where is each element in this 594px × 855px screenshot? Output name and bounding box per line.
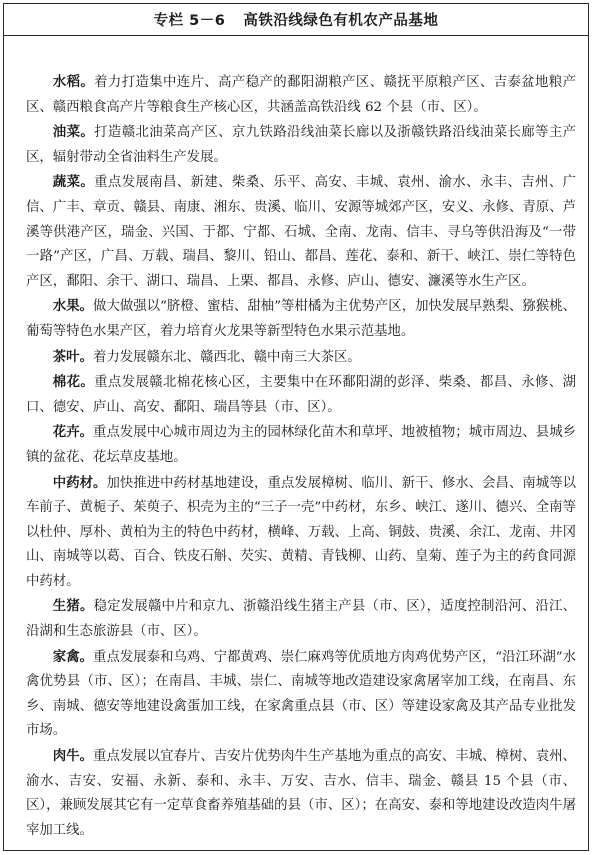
- column-label: 专栏 5－6: [153, 13, 226, 29]
- section-head: 水稻。: [52, 74, 95, 90]
- section-cotton: [26, 370, 576, 420]
- section-poultry: [26, 645, 576, 744]
- section-body: 着力发展赣东北、赣西北、赣中南三大茶区。: [92, 349, 361, 365]
- section-tea: [26, 345, 576, 371]
- section-head: 中药材。: [52, 474, 107, 491]
- section-body: 重点发展泰和乌鸡、宁都黄鸡、崇仁麻鸡等优质地方肉鸡优势产区，“沿江环湖”水禽优势县（市、区）；在南昌、丰城、崇仁、南城等地改造建设家禽屠宰加工线，在南昌、东乡、南城、德安等地建设禽蛋加工线，在家禽重点县（市、区）等建设家禽及其产品专业批发市场。: [26, 649, 576, 739]
- column-header: [4, 4, 588, 36]
- section-beef: [26, 744, 576, 843]
- section-herbs: [26, 471, 576, 595]
- section-body: 重点发展赣北棉花核心区，主要集中在环鄱阳湖的彭泽、柴桑、都昌、永修、湖口、德安、庐山、高安、鄱阳、瑞昌等县（市、区）。: [26, 375, 577, 415]
- section-head: 家禽。: [52, 648, 94, 665]
- section-rice: [26, 70, 576, 120]
- column-box: [3, 3, 589, 851]
- section-flowers: [26, 420, 576, 470]
- section-pigs: [26, 594, 576, 644]
- section-body: 做大做强以“脐橙、蜜桔、甜柚”等柑橘为主优势产区，加快发展早熟梨、猕猴桃、葡萄等特色水果产区，着力培育火龙果等新型特色水果示范基地。: [26, 299, 576, 339]
- section-body: 稳定发展赣中片和京九、浙赣沿线生猪主产县（市、区），适度控制沿河、沿江、沿湖和生态旅游县（市、区）。: [26, 599, 576, 640]
- section-body: 打造赣北油菜高产区、京九铁路沿线油菜长廊以及浙赣铁路沿线油菜长廊等主产区，辐射带动全省油料生产发展。: [26, 125, 577, 165]
- section-fruit: [26, 294, 576, 344]
- section-rapeseed: [26, 120, 576, 170]
- section-vegetables: [26, 170, 576, 294]
- section-head: 花卉。: [52, 424, 94, 441]
- section-head: 水果。: [52, 298, 94, 315]
- section-body: 重点发展中心城市周边为主的园林绿化苗木和草坪、地被植物；城市周边、县城乡镇的盆花、花坛草皮基地。: [26, 425, 576, 465]
- column-content: [4, 36, 588, 843]
- section-body: 加快推进中药材基地建设，重点发展樟树、临川、新干、修水、会昌、南城等以车前子、黄栀子、茱萸子、枳壳为主的“三子一壳”中药材，东乡、峡江、遂川、德兴、全南等以杜仲、厚朴、黄柏为主的特色中药材，横峰、万载、上高、铜鼓、贵溪、余江、龙南、井冈山、南城等以葛、百合、铁皮石斛、芡实、黄精、青钱柳、山药、皇菊、莲子为主的药食同源中药材。: [26, 475, 577, 589]
- section-body: 重点发展南昌、新建、柴桑、乐平、高安、丰城、袁州、渝水、永丰、吉州、广信、广丰、章贡、赣县、南康、湘东、贵溪、临川、安源等城郊产区，安义、永修、青原、芦溪等供港产区，瑞金、兴国、于都、宁都、石城、全南、龙南、信丰、寻乌等供沿海及“一带一路”产区，广昌、万载、瑞昌、黎川、铅山、都昌、莲花、泰和、新干、峡江、崇仁等特色产区，鄱阳、余干、湖口、瑞昌、上栗、都昌、永修、庐山、德安、濂溪等水生产区。: [26, 175, 577, 289]
- section-body: 重点发展以宜春片、吉安片优势肉牛生产基地为重点的高安、丰城、樟树、袁州、渝水、吉安、安福、永新、泰和、永丰、万安、吉水、信丰、瑞金、赣县 15 个县（市、区），兼顾发展其它有一定草食畜养殖基础的县（市、区）；在高安、泰和等地建设改造肉牛屠宰加工线。: [26, 749, 576, 838]
- section-head: 生猪。: [52, 598, 94, 615]
- section-head: 蔬菜。: [52, 174, 95, 191]
- section-head: 油菜。: [52, 124, 95, 141]
- section-head: 棉花。: [52, 374, 95, 391]
- column-title: 高铁沿线绿色有机农产品基地: [243, 13, 439, 29]
- section-body: 着力打造集中连片、高产稳产的鄱阳湖粮产区、赣抚平原粮产区、吉泰盆地粮产区、赣西粮食高产片等粮食生产核心区，共涵盖高铁沿线 62 个县（市、区）。: [26, 75, 577, 115]
- section-head: 茶叶。: [52, 348, 93, 365]
- section-head: 肉牛。: [52, 748, 94, 765]
